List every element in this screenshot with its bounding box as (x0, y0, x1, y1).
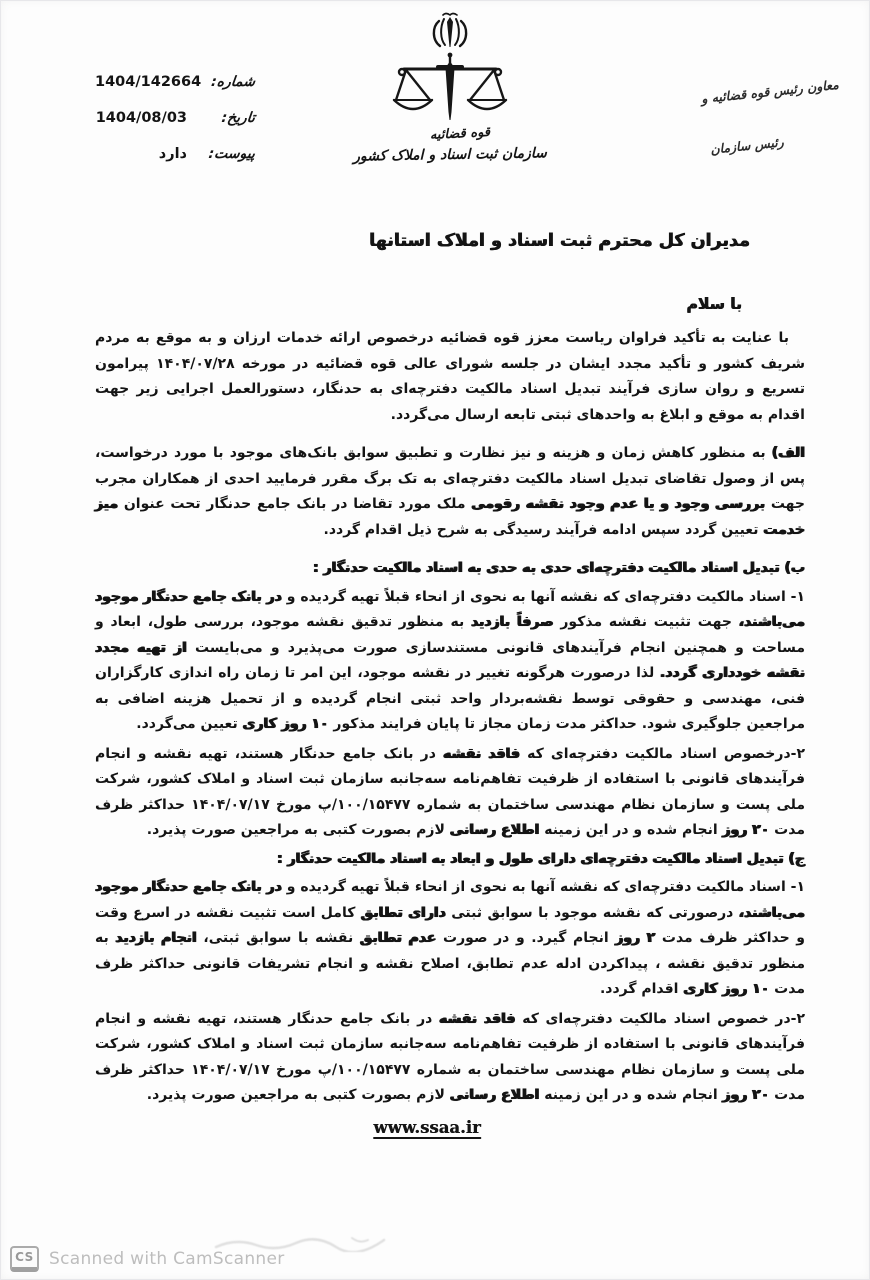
camscanner-watermark (10, 1246, 285, 1272)
section-b-item-1: ۱- اسناد مالکیت دفترچه‌ای که نقشه آنها به نحوی از انحاء قبلاً تهیه گردیده و در بانک جامع حدنگار موجود می‌باشند، جهت تثبیت نقشه مذکور صرفاً بازدید به منظور تدقیق نقشه موجود، بررسی طول، ابعاد و مساحت و همچنین انجام فرآیندهای قانونی مستندسازی صورت می‌پذیرد و می‌بایست از تهیه مجدد نقشه خودداری گردد. لذا درصورت هرگونه تغییر در نقشه موجود، این امر تا زمان راه اندازی کارگزاران فنی، مهندسی و حقوقی توسط نقشه‌بردار واحد ثبتی انجام گردیده و از تحمیل هزینه اضافی به مراجعین جلوگیری شود. حداکثر مدت زمان مجاز تا پایان فرایند مذکور ۱۰ روز کاری تعیین می‌گردد. (95, 588, 806, 732)
section-jim-item-2: ۲-در خصوص اسناد مالکیت دفترچه‌ای که فاقد نقشه در بانک جامع حدنگار هستند، تهیه نقشه و انجام فرآیندهای قانونی با استفاده از ظرفیت تفاهم‌نامه سه‌جانبه سازمان ثبت اسناد و املاک کشور، شرکت ملی پست و سازمان نظام مهندسی ساختمان به شماره ۱۰۰/۱۵۴۷۷/پ مورخ ۱۴۰۴/۰۷/۱۷ حداکثر ظرف مدت ۲۰ روز انجام شده و در این زمینه اطلاع رسانی لازم بصورت کتبی به مراجعین صورت پذیرد. (95, 1010, 805, 1103)
section-b-heading: ب) تبدیل اسناد مالکیت دفترچه‌ای حدی به حدی به اسناد مالکیت حدنگار : (313, 560, 805, 576)
camscanner-watermark-text: Scanned with CamScanner (49, 1249, 285, 1269)
section-jim-heading: ج) تبدیل اسناد مالکیت دفترچه‌ای دارای طول و ابعاد به اسناد مالکیت حدنگار : (277, 850, 805, 867)
recipient-title: مدیران کل محترم ثبت اسناد و املاک استانها (369, 231, 750, 251)
meta-label-number: شماره: (210, 74, 256, 90)
meta-value-attachment: دارد (158, 146, 187, 162)
salutation: با سلام (686, 295, 742, 313)
section-alef-paragraph: الف) به منظور کاهش زمان و هزینه و نیز نظارت و تطبیق سوابق بانک‌های موجود با مورد درخواست، پس از وصول تقاضای تبدیل اسناد مالکیت دفترچه‌ای به تک برگ مقرر فرمایید احدی از همکاران مجرب جهت بررسی وجود و یا عدم وجود نقشه رقومی ملک مورد تقاضا در بانک جامع حدنگار تحت عنوان میز خدمت تعیین گردد سپس ادامه فرآیند رسیدگی به شرح ذیل اقدام گردد. (95, 445, 806, 538)
meta-value-number: 1404/142664 (95, 74, 202, 90)
judiciary-scales-emblem-icon (335, 12, 565, 126)
letterhead-meta (55, 72, 255, 180)
meta-row-date (55, 108, 255, 128)
section-jim-item-1: ۱- اسناد مالکیت دفترچه‌ای که نقشه آنها به نحوی از انحاء قبلاً تهیه گردیده و در بانک جامع حدنگار موجود می‌باشند، درصورتی که نقشه موجود با سوابق ثبتی دارای تطابق کامل است تثبیت نقشه در اسرع وقت و حداکثر ظرف مدت ۲ روز انجام گیرد. و در صورت عدم تطابق نقشه با سوابق ثبتی، انجام بازدید به منظور تدقیق نقشه ، پیداکردن ادله عدم تطابق، اصلاح نقشه و انجام تشریفات قانونی حداکثر ظرف مدت ۱۰ روز کاری اقدام گردد. (95, 879, 805, 997)
section-b-item-2: ۲-درخصوص اسناد مالکیت دفترچه‌ای که فاقد نقشه در بانک جامع حدنگار هستند، تهیه نقشه و انجام فرآیندهای قانونی با استفاده از ظرفیت تفاهم‌نامه سه‌جانبه سازمان ثبت اسناد و املاک کشور، شرکت ملی پست و سازمان نظام مهندسی ساختمان به شماره ۱۰۰/۱۵۴۷۷/پ مورخ ۱۴۰۴/۰۷/۱۷ حداکثر ظرف مدت ۲۰ روز انجام شده و در این زمینه اطلاع رسانی لازم بصورت کتبی به مراجعین صورت پذیرد. (95, 745, 805, 838)
intro-paragraph: با عنایت به تأکید فراوان ریاست معزز قوه قضائیه درخصوص ارائه خدمات ارزان و به موقع به مردم شریف کشور و تأکید مجدد ایشان در جلسه شورای عالی قوه قضائیه در مورخه ۱۴۰۴/۰۷/۲۸ پیرامون تسریع و روان سازی فرآیند تبدیل اسناد مالکیت دفترچه‌ای به حدنگار، دستورالعمل اجرایی زیر جهت اقدام به موقع و ابلاغ به واحدهای ثبتی تابعه ارسال می‌گردد. (95, 330, 806, 423)
official-title-line2: رئیس سازمان (709, 134, 785, 157)
official-title-line1: معاون رئیس قوه قضائیه و (700, 76, 840, 107)
org-name-judiciary: قوه قضائیه (429, 124, 491, 144)
letter-body (95, 230, 805, 1112)
letterhead-logo (335, 12, 565, 163)
camscanner-badge-icon: CS (10, 1246, 39, 1272)
meta-label-attachment: پیوست: (207, 146, 256, 162)
meta-value-date: 1404/08/03 (95, 110, 187, 126)
org-name-registration-organization: سازمان ثبت اسناد و املاک کشور (353, 145, 547, 165)
meta-row-attachment (55, 144, 255, 164)
meta-row-number (55, 72, 255, 92)
meta-label-date: تاریخ: (220, 110, 256, 126)
footer-website-url: www.ssaa.ir (373, 1118, 481, 1137)
